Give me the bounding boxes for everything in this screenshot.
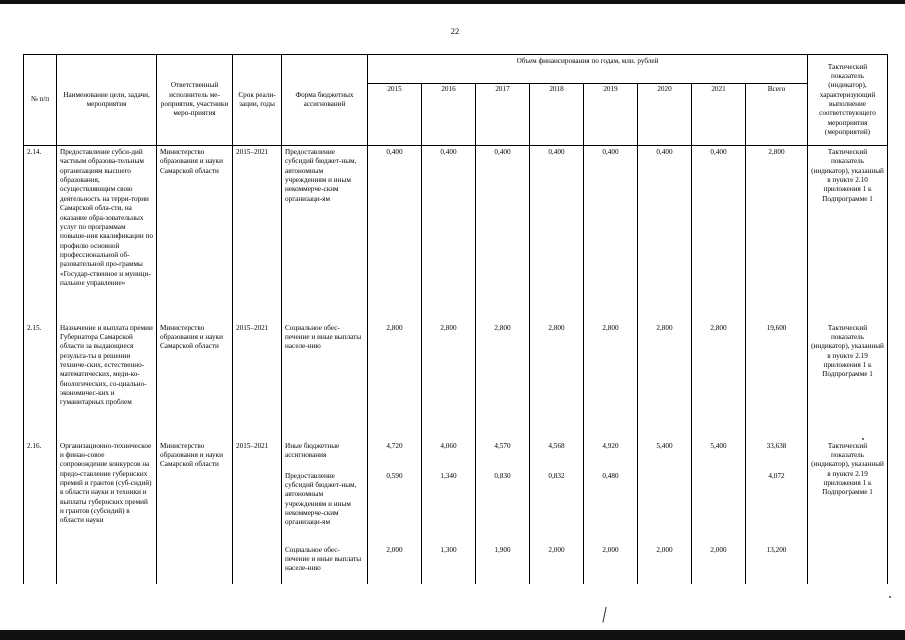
header-indicator: Тактический показатель (индикатор), характеризующий выполнение соответствующего мероприятия (мероприятий) [808,55,888,146]
row-term: 2015–2021 [233,440,282,584]
row-indicator: Тактический показатель (индикатор), указанный в пункте 2.19 приложения 1 к Подпрограмме 1 [808,322,888,440]
row-name: Назначение и выплата премии Губернатора Самарской области за выдающиеся результа-ты в решении техниче-ских, естественно-математических, меди-ко-биологических, со-циально-экономичес-ких и гуманитарных проблем [57,322,157,440]
value-2021: 5,400 [692,440,746,470]
scan-speck [862,438,864,440]
value-2021 [692,470,746,544]
header-year-total: Всего [746,84,808,146]
value-2016: 4,060 [422,440,476,470]
row-name: Предоставление субси-дий частным образова-тельным организациям высшего образования, осуществляющим свою деятельность на терри-тории Самарской обла-сти, на оказание обра-зовательных услуг по программам повыше-ния квалификации по профилю основной профессиональной об-разовательной про-граммы «Государ-ственное и муници-пальное управление» [57,146,157,322]
value-2015: 0,400 [368,146,422,322]
header-term: Срок реали-зации, годы [233,55,282,146]
row-indicator: Тактический показатель (индикатор), указанный в пункте 2.19 приложения 1 к Подпрограмме 1 [808,440,888,584]
value-2019: 2,000 [584,544,638,584]
page-number: 22 [450,26,460,36]
value-2017: 4,570 [476,440,530,470]
header-year-2020: 2020 [638,84,692,146]
row-form: Предоставление субсидий бюджет-ным, автономным учреждениям и иным некоммерче-ским организаци-ям [282,146,368,322]
value-2016: 1,340 [422,470,476,544]
value-2019: 2,800 [584,322,638,440]
row-form: Социальное обес-печение и иные выплаты населе-нию [282,322,368,440]
table-row [24,440,888,470]
value-2020: 5,400 [638,440,692,470]
row-form: Социальное обес-печение и иные выплаты населе-нию [282,544,368,584]
value-2016: 0,400 [422,146,476,322]
table-row [24,322,888,440]
header-year-2019: 2019 [584,84,638,146]
row-indicator: Тактический показатель (индикатор), указанный в пункте 2.10 приложения 1 к Подпрограмме 1 [808,146,888,322]
value-2018: 0,400 [530,146,584,322]
value-2017: 0,830 [476,470,530,544]
value-total: 19,600 [746,322,808,440]
value-total: 4,072 [746,470,808,544]
value-2018: 2,000 [530,544,584,584]
value-2020: 2,000 [638,544,692,584]
row-num: 2.14. [24,146,57,322]
value-total: 33,638 [746,440,808,470]
value-2019: 0,480 [584,470,638,544]
row-num: 2.16. [24,440,57,584]
pen-stroke-mark [602,607,609,623]
value-2016: 1,300 [422,544,476,584]
value-2020: 2,800 [638,322,692,440]
row-exec: Министерство образования и науки Самарской области [157,146,233,322]
budget-table-frame [23,54,887,594]
row-exec: Министерство образования и науки Самарской области [157,322,233,440]
header-year-2021: 2021 [692,84,746,146]
value-2020 [638,470,692,544]
value-2021: 0,400 [692,146,746,322]
budget-table [23,54,888,584]
value-2019: 0,400 [584,146,638,322]
value-2020: 0,400 [638,146,692,322]
value-2017: 2,800 [476,322,530,440]
bottom-border [0,630,905,640]
value-2018: 2,800 [530,322,584,440]
header-funding: Объем финансирования по годам, млн. рублей [368,55,808,84]
header-year-2018: 2018 [530,84,584,146]
header-num: № п/п [24,55,57,146]
value-2015: 2,000 [368,544,422,584]
header-exec: Ответственный исполнитель ме-роприятия, участники меро-приятия [157,55,233,146]
value-2018: 4,568 [530,440,584,470]
header-year-2017: 2017 [476,84,530,146]
header-year-2015: 2015 [368,84,422,146]
header-form: Форма бюджетных ассигнований [282,55,368,146]
table-row [24,146,888,322]
value-total: 13,200 [746,544,808,584]
row-form: Иные бюджетные ассигнования [282,440,368,470]
value-2015: 4,720 [368,440,422,470]
header-name: Наименование цели, задачи, мероприятия [57,55,157,146]
value-2016: 2,800 [422,322,476,440]
value-2019: 4,920 [584,440,638,470]
value-2018: 0,832 [530,470,584,544]
value-2021: 2,000 [692,544,746,584]
top-border [0,0,905,4]
value-2015: 2,800 [368,322,422,440]
scan-speck [889,596,891,598]
row-form: Предоставление субсидий бюджет-ным, автономным учреждениям и иным некоммерче-ским организаци-ям [282,470,368,544]
header-year-2016: 2016 [422,84,476,146]
row-name: Организационно-техническое и финан-совое сопровождение конкурсов на предо-ставление губернских премий и грантов (суб-сидий) в области науки и техники и выплаты губернских премий и грантов (субсидий) в области науки [57,440,157,584]
row-term: 2015–2021 [233,146,282,322]
value-2021: 2,800 [692,322,746,440]
row-num: 2.15. [24,322,57,440]
row-term: 2015–2021 [233,322,282,440]
row-exec: Министерство образования и науки Самарской области [157,440,233,584]
value-total: 2,800 [746,146,808,322]
value-2017: 1,900 [476,544,530,584]
value-2015: 0,590 [368,470,422,544]
value-2017: 0,400 [476,146,530,322]
